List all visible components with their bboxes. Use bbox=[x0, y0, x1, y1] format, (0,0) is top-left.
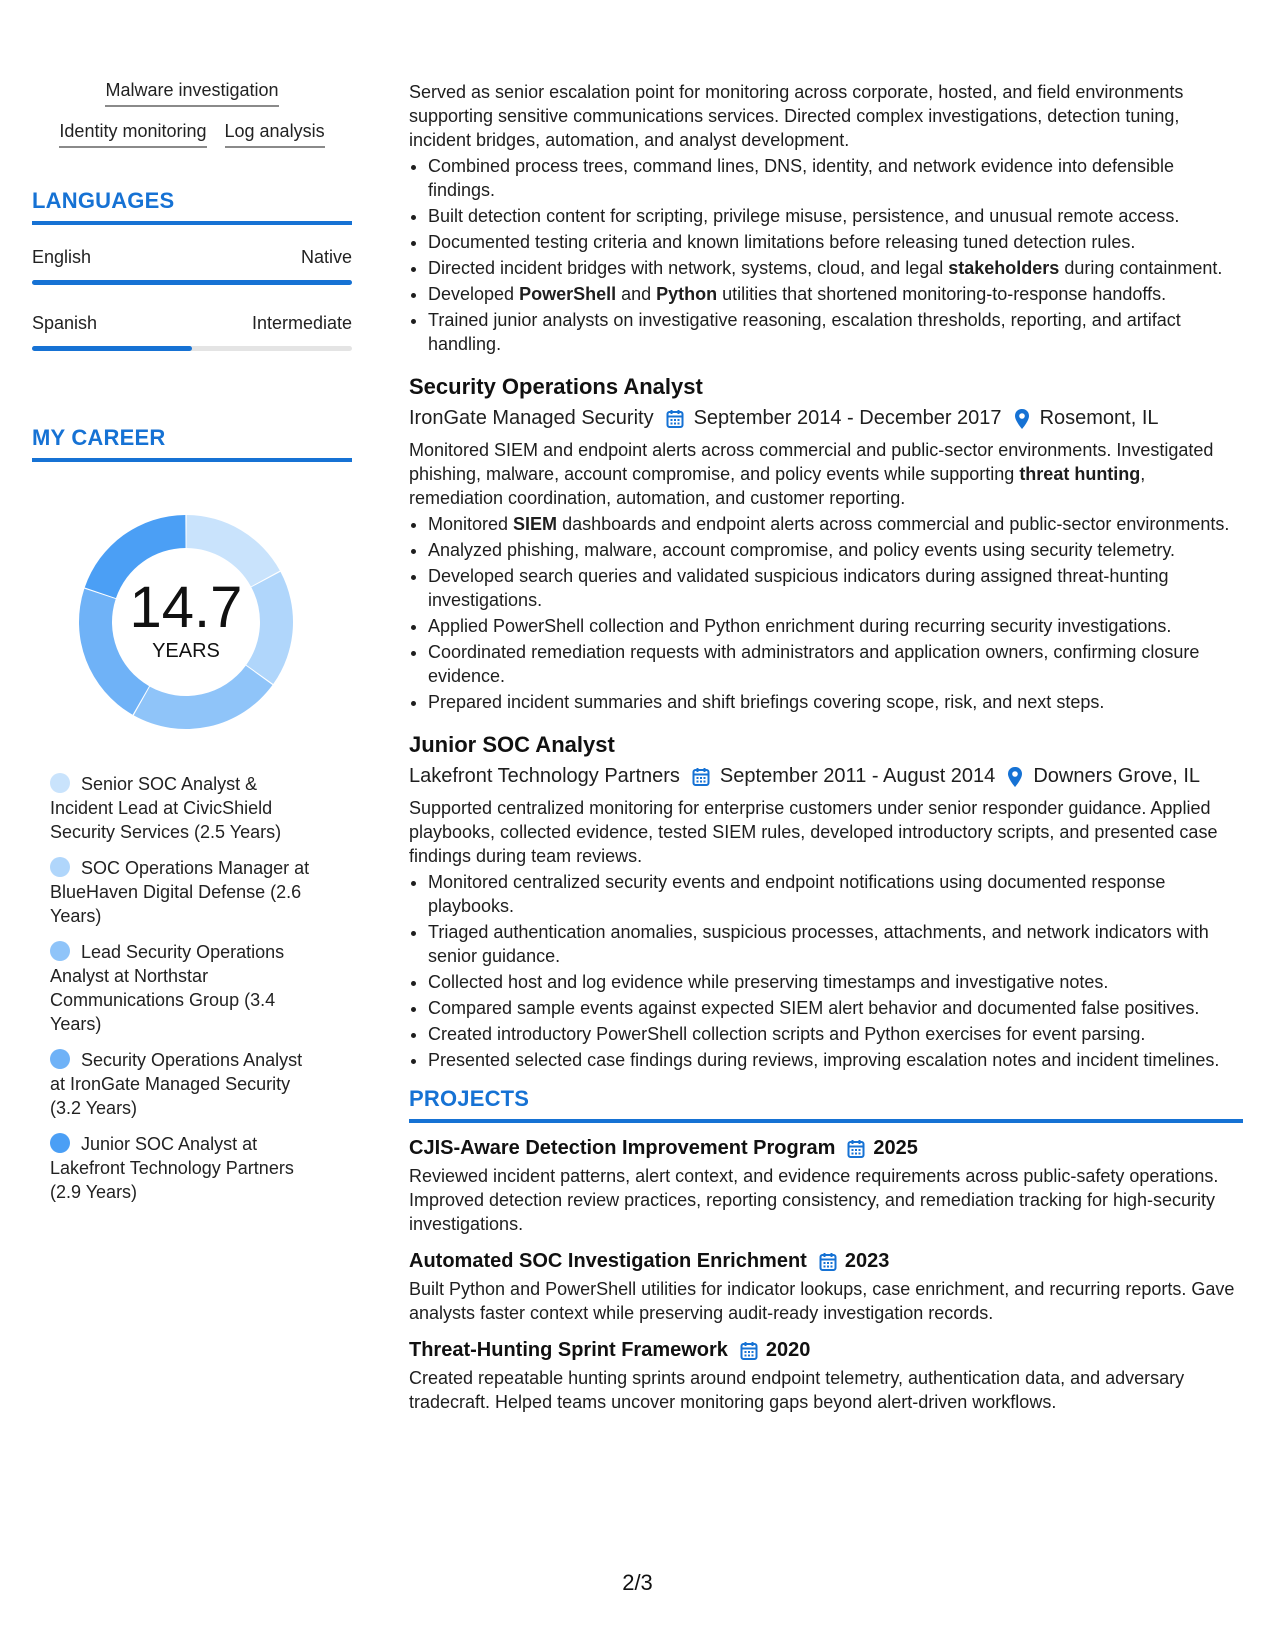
section-divider bbox=[32, 458, 352, 462]
bullet-item: • Triaged authentication anomalies, suspicious processes, attachments, and network indicators with senior guidance. bbox=[428, 920, 1243, 968]
experience-list bbox=[409, 374, 1243, 1072]
language-level: Native bbox=[300, 247, 352, 267]
language-proficiency-bar bbox=[32, 346, 352, 351]
language-level: Intermediate bbox=[251, 313, 352, 333]
bullet-item: • Applied PowerShell collection and Python enrichment during recurring security investigations. bbox=[428, 614, 1243, 638]
bullet-item: • Coordinated remediation requests with administrators and application owners, confirming closure evidence. bbox=[428, 640, 1243, 688]
job-meta bbox=[409, 407, 1243, 430]
bullet-item: • Created introductory PowerShell collection scripts and Python exercises for event parsing. bbox=[428, 1022, 1243, 1046]
section-divider bbox=[32, 221, 352, 225]
career-donut-chart bbox=[66, 502, 306, 742]
project-name: Automated SOC Investigation Enrichment bbox=[409, 1250, 807, 1272]
language-name: English bbox=[32, 247, 92, 267]
job-bullets bbox=[409, 870, 1243, 1072]
legend-label: SOC Operations Manager at BlueHaven Digital Defense (2.6 Years) bbox=[50, 858, 310, 926]
bullet-item: • Developed search queries and validated suspicious indicators during assigned threat-hunting investigations. bbox=[428, 564, 1243, 612]
project-description: Created repeatable hunting sprints around endpoint telemetry, authentication data, and adversary tradecraft. Helped teams uncover monitoring gaps beyond alert-driven workflows. bbox=[409, 1368, 1185, 1412]
job-summary: Monitored SIEM and endpoint alerts across commercial and public-sector environments. Investigated phishing, malware, account compromise, and policy events while supporting threat hunting, remediation coordination, automation, and customer reporting. bbox=[409, 440, 1214, 508]
project-description: Built Python and PowerShell utilities for indicator lookups, case enrichment, and recurring reports. Gave analysts faster context while preserving audit-ready investigation records. bbox=[409, 1279, 1235, 1323]
calendar-icon bbox=[666, 409, 684, 429]
job-dates: September 2014 - December 2017 bbox=[693, 407, 1002, 429]
project-name: CJIS-Aware Detection Improvement Program bbox=[409, 1137, 836, 1159]
legend-dot bbox=[50, 857, 70, 877]
calendar-icon bbox=[819, 1252, 837, 1272]
projects-list bbox=[409, 1137, 1243, 1414]
languages-section bbox=[32, 188, 352, 351]
company-name: IronGate Managed Security bbox=[409, 407, 654, 429]
legend-dot bbox=[50, 773, 70, 793]
languages-heading: LANGUAGES bbox=[32, 188, 175, 213]
career-legend bbox=[50, 772, 320, 1204]
map-pin-icon bbox=[1014, 408, 1030, 430]
language-proficiency-fill bbox=[32, 346, 192, 351]
bullet-item: • Trained junior analysts on investigative reasoning, escalation thresholds, reporting, and artifact handling. bbox=[428, 308, 1243, 356]
language-proficiency-bar bbox=[32, 280, 352, 285]
career-section bbox=[32, 425, 352, 1204]
job-meta bbox=[409, 765, 1243, 788]
career-total-years: 14.7 bbox=[129, 574, 243, 640]
project-title-row bbox=[409, 1250, 1243, 1273]
previous-job-continuation bbox=[409, 80, 1243, 356]
language-proficiency-fill bbox=[32, 280, 352, 285]
job-bullets bbox=[409, 154, 1243, 356]
main-content bbox=[409, 80, 1243, 1414]
calendar-icon bbox=[740, 1341, 758, 1361]
section-divider bbox=[409, 1119, 1243, 1123]
project-year: 2023 bbox=[844, 1250, 890, 1272]
career-heading: MY CAREER bbox=[32, 425, 166, 450]
career-legend-item bbox=[50, 856, 320, 928]
project-year: 2025 bbox=[873, 1137, 918, 1159]
bullet-item: • Directed incident bridges with network, systems, cloud, and legal stakeholders during containment. bbox=[428, 256, 1243, 280]
project-description: Reviewed incident patterns, alert context, and evidence requirements across public-safety operations. Improved detection review practices, reporting consistency, and remediation tracking for high-security investigations. bbox=[409, 1166, 1219, 1234]
project-entry bbox=[409, 1339, 1243, 1414]
project-name: Threat-Hunting Sprint Framework bbox=[409, 1339, 728, 1361]
bullet-item: • Developed PowerShell and Python utilities that shortened monitoring-to-response handoffs. bbox=[428, 282, 1243, 306]
bullet-item: • Documented testing criteria and known limitations before releasing tuned detection rules. bbox=[428, 230, 1243, 254]
job-title: Junior SOC Analyst bbox=[409, 732, 615, 757]
bullet-item: • Compared sample events against expected SIEM alert behavior and documented false positives. bbox=[428, 996, 1243, 1020]
career-legend-item bbox=[50, 1048, 320, 1120]
calendar-icon bbox=[692, 767, 710, 787]
language-name: Spanish bbox=[32, 313, 98, 333]
bullet-item: • Built detection content for scripting, privilege misuse, persistence, and unusual remote access. bbox=[428, 204, 1243, 228]
career-total-unit: YEARS bbox=[152, 639, 220, 662]
skills-section bbox=[32, 80, 352, 148]
project-entry bbox=[409, 1250, 1243, 1325]
job-location: Downers Grove, IL bbox=[1033, 765, 1201, 787]
job-title: Security Operations Analyst bbox=[409, 374, 703, 399]
project-title-row bbox=[409, 1137, 1243, 1160]
language-item bbox=[32, 313, 352, 351]
project-entry bbox=[409, 1137, 1243, 1236]
legend-label: Lead Security Operations Analyst at Northstar Communications Group (3.4 Years) bbox=[50, 942, 285, 1034]
company-name: Lakefront Technology Partners bbox=[409, 765, 680, 787]
project-title-row bbox=[409, 1339, 1243, 1362]
job-summary: Supported centralized monitoring for enterprise customers under senior responder guidance. Applied playbooks, collected evidence, tested SIEM rules, developed introductory scripts, and presented case findings during team reviews. bbox=[409, 798, 1218, 866]
project-year: 2020 bbox=[765, 1339, 811, 1361]
projects-section bbox=[409, 1086, 1243, 1414]
bullet-item: • Prepared incident summaries and shift briefings covering scope, risk, and next steps. bbox=[428, 690, 1243, 714]
legend-label: Senior SOC Analyst & Incident Lead at CivicShield Security Services (2.5 Years) bbox=[50, 774, 282, 842]
legend-dot bbox=[50, 1049, 70, 1069]
job-location: Rosemont, IL bbox=[1039, 407, 1159, 429]
projects-heading: PROJECTS bbox=[409, 1086, 530, 1111]
page-number: 2/3 bbox=[622, 1570, 653, 1595]
bullet-item: • Presented selected case findings during reviews, improving escalation notes and incident timelines. bbox=[428, 1048, 1243, 1072]
career-legend-item bbox=[50, 1132, 320, 1204]
legend-dot bbox=[50, 941, 70, 961]
job-entry bbox=[409, 374, 1243, 714]
map-pin-icon bbox=[1007, 766, 1023, 788]
sidebar bbox=[32, 80, 352, 1216]
legend-dot bbox=[50, 1133, 70, 1153]
career-legend-item bbox=[50, 772, 320, 844]
legend-label: Security Operations Analyst at IronGate Managed Security (3.2 Years) bbox=[50, 1050, 303, 1118]
skill-tag: Identity monitoring bbox=[59, 121, 206, 148]
job-bullets bbox=[409, 512, 1243, 714]
bullet-item: • Analyzed phishing, malware, account compromise, and policy events using security telemetry. bbox=[428, 538, 1243, 562]
language-item bbox=[32, 247, 352, 285]
skill-tag: Malware investigation bbox=[105, 80, 278, 107]
job-summary: Served as senior escalation point for monitoring across corporate, hosted, and field environments supporting sensitive communications services. Directed complex investigations, detection tuning, incident bridges, automation, and analyst development. bbox=[409, 82, 1184, 150]
skill-tag: Log analysis bbox=[225, 121, 325, 148]
job-dates: September 2011 - August 2014 bbox=[719, 765, 996, 787]
calendar-icon bbox=[847, 1139, 865, 1159]
legend-label: Junior SOC Analyst at Lakefront Technology Partners (2.9 Years) bbox=[50, 1134, 294, 1202]
job-entry bbox=[409, 732, 1243, 1072]
bullet-item: • Collected host and log evidence while preserving timestamps and investigative notes. bbox=[428, 970, 1243, 994]
bullet-item: • Monitored centralized security events and endpoint notifications using documented response playbooks. bbox=[428, 870, 1243, 918]
bullet-item: • Combined process trees, command lines, DNS, identity, and network evidence into defensible findings. bbox=[428, 154, 1243, 202]
career-legend-item bbox=[50, 940, 320, 1036]
bullet-item: • Monitored SIEM dashboards and endpoint alerts across commercial and public-sector environments. bbox=[428, 512, 1243, 536]
